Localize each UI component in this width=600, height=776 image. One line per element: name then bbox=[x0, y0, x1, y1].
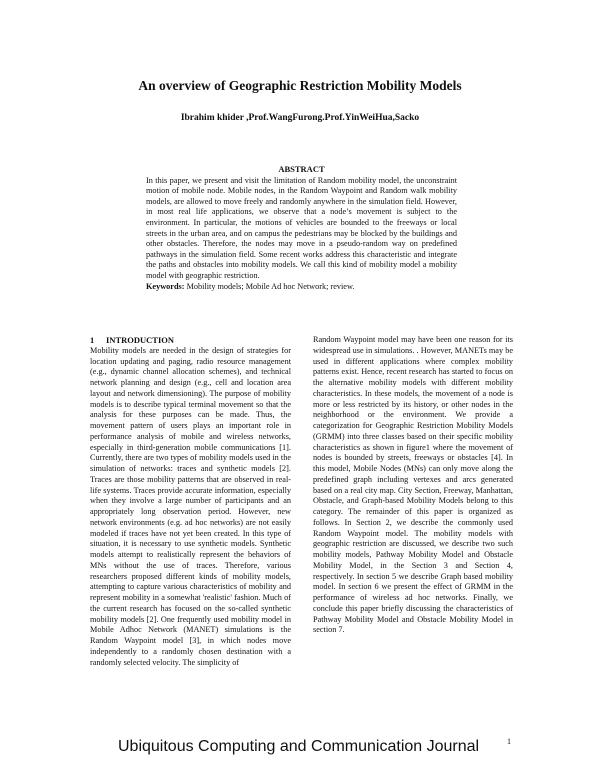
keywords-line bbox=[146, 282, 457, 293]
page-number: 1 bbox=[507, 737, 511, 746]
keywords-label: Keywords: bbox=[146, 281, 185, 291]
paper-authors: Ibrahim khider ,Prof.WangFurong.Prof.YinWeiHua,Sacko bbox=[180, 113, 420, 123]
right-column bbox=[313, 335, 513, 636]
keywords-text: Mobility models; Mobile Ad hoc Network; review. bbox=[184, 281, 355, 291]
abstract-body: In this paper, we present and visit the limitation of Random mobility model, the unconstraint motion of mobile node. Mobile nodes, in the Random Waypoint and Random walk mobility models, are allowed to move freely and randomly anywhere in the simulation field. However, in most real life applications, we observe that a node’s movement is subject to the environment. In particular, the motions of vehicles are bounded to the freeways or local streets in the urban area, and on campus the pedestrians may be blocked by the buildings and other obstacles. Therefore, the nodes may move in a pseudo-random way on predefined pathways in the simulation field. Some recent works address this characteristic and integrate the paths and obstacles into mobility models. We call this kind of mobility model a mobility model with geographic restriction. bbox=[146, 175, 457, 280]
intro-left-text: Mobility models are needed in the design of strategies for location updating and paging, radio resource management (e.g., dynamic channel allocation schemes), and technical network planning and design (e.g., cell and location area layout and network dimensioning). The purpose of mobility models is to describe typical terminal movement so that the analysis for these purposes can be made. Thus, the movement pattern of users plays an important role in performance analysis of mobile and wireless networks, especially in third-generation mobile communications [1]. Currently, there are two types of mobility models used in the simulation of networks: traces and synthetic models [2]. Traces are those mobility patterns that are observed in real-life systems. Traces provide accurate information, especially when they involve a large number of participants and an appropriately long observation period. However, new network environments (e.g. ad hoc networks) are not easily modeled if traces have not yet been created. In this type of situation, it is necessary to use synthetic models. Synthetic models attempt to realistically represent the behaviors of MNs without the use of traces. Therefore, various researchers proposed different kinds of mobility models, attempting to capture various characteristics of mobility and represent mobility in a somewhat 'realistic' fashion. Much of the current research has focused on the so-called synthetic mobility models [2]. One frequently used mobility model in Mobile Adhoc Network (MANET) simulations is the Random Waypoint model [3], in which nodes move independently to a randomly chosen destination with a randomly selected velocity. The simplicity of bbox=[90, 345, 291, 667]
section-heading bbox=[90, 335, 291, 346]
abstract-block bbox=[146, 164, 457, 292]
intro-right-text: Random Waypoint model may have been one reason for its widespread use in simulations. . However, MANETs may be used in different applications where complex mobility patterns exist. Hence, recent research has started to focus on the alternative mobility models with different mobility characteristics. In these models, the movement of a node is more or less restricted by its history, or other nodes in the neighborhood or the environment. We provide a categorization for Geographic Restriction Mobility Models (GRMM) into three classes based on their specific mobility characteristics as shown in figure1 where the movement of nodes is bounded by streets, freeways or obstacles [4]. In this model, Mobile Nodes (MNs) can only move along the predefined graph including vertexes and arcs generated based on a real city map. City Section, Freeway, Manhattan, Obstacle, and Graph-based Mobility Models belong to this category. The remainder of this paper is organized as follows. In Section 2, we describe the commonly used Random Waypoint model. The mobility models with geographic restriction are discussed, we describe two such mobility models, Pathway Mobility Model and Obstacle Mobility Model, in the Section 3 and Section 4, respectively. In section 5 we describe Graph based mobility model. In section 6 we present the effect of GRMM in the performance of wireless ad hoc networks. Finally, we conclude this paper briefly discussing the characteristics of Pathway Mobility Model and Obstacle Mobility Model in section 7. bbox=[313, 335, 513, 635]
section-title: INTRODUCTION bbox=[106, 335, 175, 345]
section-number: 1 bbox=[90, 335, 95, 345]
abstract-heading: ABSTRACT bbox=[278, 164, 325, 174]
paper-title: An overview of Geographic Restriction Mobility Models bbox=[138, 78, 462, 93]
journal-footer: Ubiquitous Computing and Communication Journal bbox=[118, 738, 480, 755]
left-column bbox=[90, 335, 291, 668]
